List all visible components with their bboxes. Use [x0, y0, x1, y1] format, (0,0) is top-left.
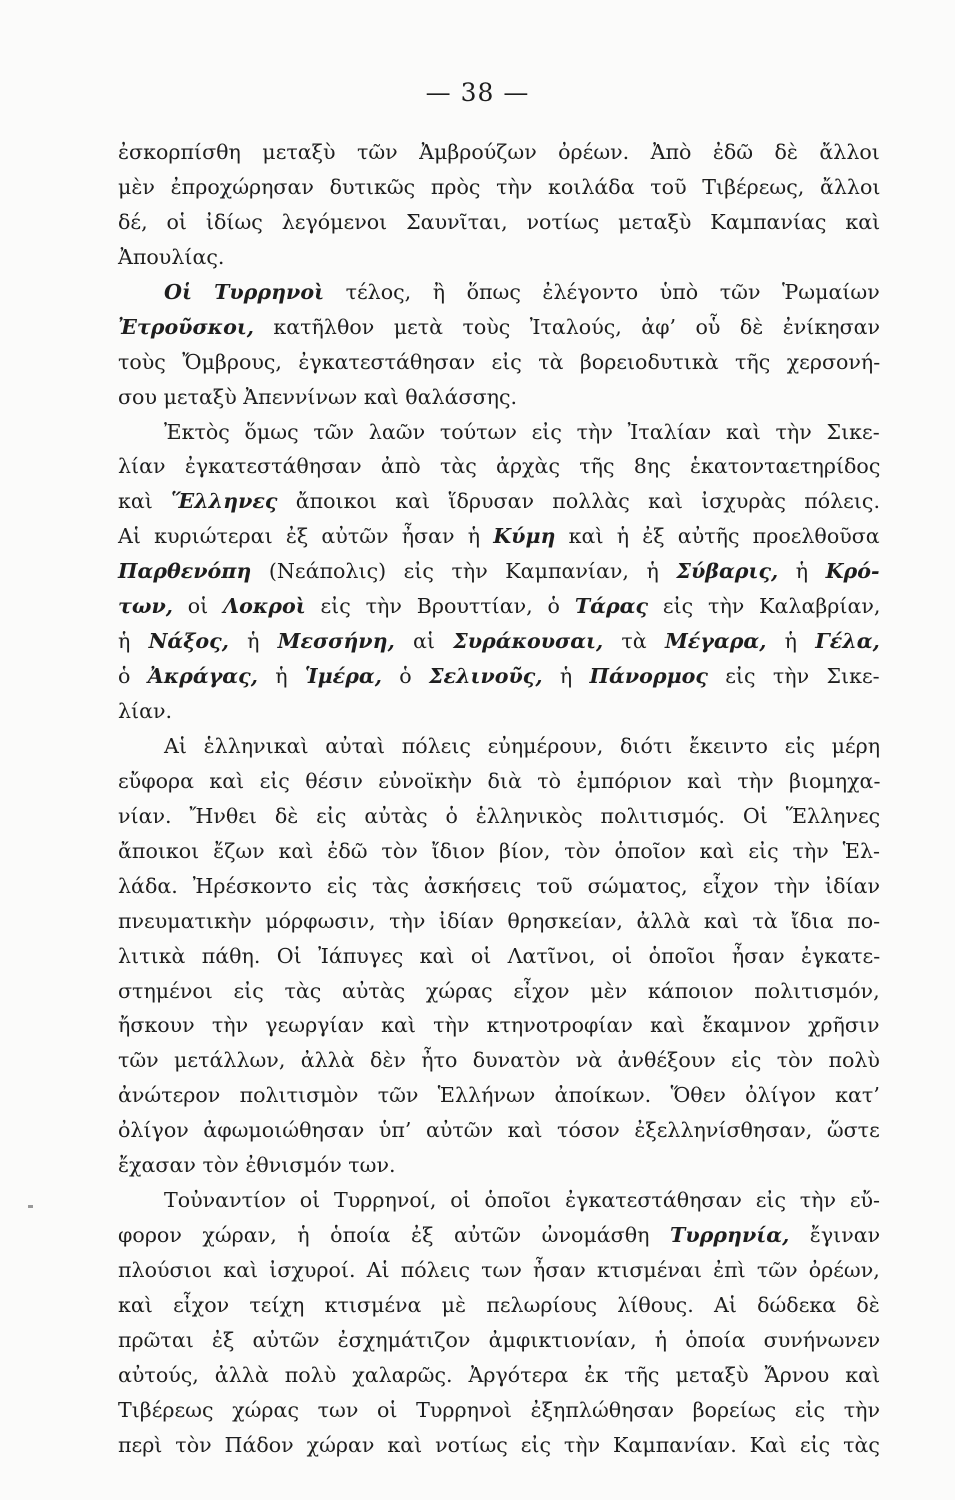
- text-run: λίαν.: [118, 699, 173, 723]
- text-run: ἔχασαν τὸν ἐθνισμόν των.: [118, 1153, 396, 1178]
- text-line: [118, 869, 880, 904]
- text-line: [118, 1148, 880, 1183]
- emphasized-name: Τυρρηνία,: [670, 1223, 790, 1248]
- text-run: Τιβέρεως χώρας των οἱ Τυρρηνοὶ ἐξηπλώθησαν βορείως εἰς τὴν: [118, 1397, 880, 1422]
- text-run: μὲν ἐπροχώρησαν δυτικῶς πρὸς τὴν κοιλάδα τοῦ Τιβέρεως, ἄλλοι: [118, 174, 881, 199]
- text-run: ἄποικοι ἔζων καὶ ἐδῶ τὸν ἴδιον βίον, τὸν ὁποῖον καὶ εἰς τὴν Ἑλ-: [118, 838, 881, 863]
- text-line: [118, 170, 880, 205]
- text-run: εὔφορα καὶ εἰς θέσιν εὐνοϊκὴν διὰ τὸ ἐμπόριον καὶ τὴν βιομηχα-: [118, 768, 881, 793]
- text-run: περὶ τὸν Πάδον χώραν καὶ νοτίως εἰς τὴν Καμπανίαν. Καὶ εἰς τὰς: [118, 1432, 880, 1457]
- text-line: [118, 834, 880, 869]
- text-run: (Νεάπολις) εἰς τὴν Καμπανίαν, ἡ: [251, 559, 677, 584]
- text-run: καὶ: [118, 489, 172, 514]
- text-line: [118, 1323, 880, 1358]
- text-line: [118, 659, 880, 694]
- text-run: λάδα. Ἠρέσκοντο εἰς τὰς ἀσκήσεις τοῦ σώματος, εἶχον τὴν ἰδίαν: [118, 873, 880, 898]
- text-run: καὶ ἡ ἐξ αὐτῆς προελθοῦσα: [555, 524, 880, 549]
- text-line: [118, 484, 880, 519]
- text-run: πλούσιοι καὶ ἰσχυροί. Αἱ πόλεις των ἦσαν κτισμέναι ἐπὶ τῶν ὀρέων,: [118, 1258, 880, 1282]
- text-run: λιτικὰ πάθη. Οἱ Ἰάπυγες καὶ οἱ Λατῖνοι, οἱ ὁποῖοι ἦσαν ἐγκατε-: [118, 943, 881, 968]
- text-run: Ἀπουλίας.: [118, 244, 225, 269]
- text-run: εἰς τὴν Σικε-: [707, 664, 880, 689]
- text-line: [118, 1288, 880, 1323]
- text-run: ἡ: [228, 629, 278, 654]
- text-run: ἄποικοι καὶ ἵδρυσαν πολλὰς καὶ ἰσχυρὰς πόλεις.: [277, 489, 881, 514]
- text-run: ἡ: [257, 664, 305, 689]
- emphasized-name: Συράκουσαι,: [453, 629, 604, 654]
- text-line: [118, 1393, 880, 1428]
- emphasized-name: Οἱ Τυρρηνοὶ: [164, 279, 325, 304]
- text-line: [118, 1078, 880, 1113]
- emphasized-name: Μεσσήνη,: [277, 629, 395, 654]
- text-line: [118, 624, 880, 659]
- text-run: ἐσκορπίσθη μεταξὺ τῶν Ἀμβρούζων ὀρέων. Ἀπὸ ἐδῶ δὲ ἄλλοι: [118, 140, 880, 164]
- text-line: [118, 1183, 880, 1218]
- text-line: [118, 415, 880, 450]
- text-run: αἱ: [394, 629, 454, 654]
- text-run: ἡ: [542, 664, 590, 689]
- text-line: [118, 380, 880, 415]
- body-text: [118, 135, 880, 1463]
- emphasized-name: Σύβαρις,: [676, 559, 779, 584]
- emphasized-name: Ἕλληνες: [171, 489, 278, 514]
- text-line: [118, 589, 880, 624]
- text-run: κατῆλθον μετὰ τοὺς Ἰταλούς, ἀφ’ οὗ δὲ ἐνίκησαν: [253, 314, 881, 339]
- text-line: [118, 205, 880, 240]
- text-line: [118, 135, 880, 170]
- text-run: Αἱ ἑλληνικαὶ αὐταὶ πόλεις εὐημέρουν, διότι ἔκειντο εἰς μέρη: [164, 733, 881, 758]
- text-line: [118, 1043, 880, 1078]
- text-run: ἀνώτερον πολιτισμὸν τῶν Ἑλλήνων ἀποίκων. Ὅθεν ὀλίγον κατ’: [118, 1083, 880, 1108]
- text-line: [118, 974, 880, 1009]
- emphasized-name: Ἱμέρα,: [304, 664, 382, 689]
- text-run: νίαν. Ἤνθει δὲ εἰς αὐτὰς ὁ ἑλληνικὸς πολιτισμός. Οἱ Ἕλληνες: [118, 803, 881, 828]
- emphasized-name: Μέγαρα,: [664, 629, 767, 654]
- text-line: [118, 729, 880, 764]
- text-run: αὐτούς, ἀλλὰ πολὺ χαλαρῶς. Ἀργότερα ἐκ τῆς μεταξὺ Ἄρνου καὶ: [118, 1362, 881, 1387]
- emphasized-name: Τάρας: [574, 594, 649, 619]
- text-run: πρῶται ἐξ αὐτῶν ἐσχημάτιζον ἀμφικτιονίαν, ἡ ὁποία συνήνωνεν: [118, 1327, 881, 1352]
- text-run: Τοὐναντίον οἱ Τυρρηνοί, οἱ ὁποῖοι ἐγκατεστάθησαν εἰς τὴν εὔ-: [164, 1188, 880, 1213]
- text-run: ἤσκουν τὴν γεωργίαν καὶ τὴν κτηνοτροφίαν καὶ ἔκαμνον χρῆσιν: [118, 1013, 880, 1038]
- text-run: στημένοι εἰς τὰς αὐτὰς χώρας εἶχον μὲν κάποιον πολιτισμόν,: [118, 978, 880, 1003]
- text-run: Ἐκτὸς ὅμως τῶν λαῶν τούτων εἰς τὴν Ἰταλίαν καὶ τὴν Σικε-: [164, 419, 880, 444]
- text-line: [118, 1428, 880, 1463]
- text-line: [118, 1113, 880, 1148]
- text-run: τῶν μετάλλων, ἀλλὰ δὲν ἦτο δυνατὸν νὰ ἀνθέξουν εἰς τὸν πολὺ: [118, 1048, 880, 1073]
- emphasized-name: Κρό-: [825, 559, 880, 584]
- text-run: ὀλίγον ἀφωμοιώθησαν ὑπ’ αὐτῶν καὶ τόσον ἐξελληνίσθησαν, ὥστε: [118, 1118, 880, 1143]
- emphasized-name: Σελινοῦς,: [429, 664, 543, 689]
- text-run: σου μεταξὺ Ἀπεννίνων καὶ θαλάσσης.: [118, 384, 518, 409]
- text-run: τοὺς Ὄμβρους, ἐγκατεστάθησαν εἰς τὰ βορειοδυτικὰ τῆς χερσονή-: [118, 349, 881, 374]
- text-run: πνευματικὴν μόρφωσιν, τὴν ἰδίαν θρησκείαν, ἀλλὰ καὶ τὰ ἴδια πο-: [118, 908, 881, 933]
- text-line: [118, 694, 880, 729]
- scan-speck: [28, 1205, 33, 1208]
- text-run: καὶ εἶχον τείχη κτισμένα μὲ πελωρίους λίθους. Αἱ δώδεκα δὲ: [118, 1292, 880, 1317]
- text-line: [118, 310, 880, 345]
- emphasized-name: Λοκροὶ: [223, 594, 306, 619]
- text-line: [118, 240, 880, 275]
- text-run: δέ, οἱ ἰδίως λεγόμενοι Σαυνῖται, νοτίως μεταξὺ Καμπανίας καὶ: [118, 209, 881, 234]
- text-run: τέλος, ἢ ὅπως ἐλέγοντο ὑπὸ τῶν Ῥωμαίων: [324, 279, 880, 304]
- emphasized-name: των,: [118, 594, 173, 619]
- emphasized-name: Πάνορμος: [589, 664, 708, 689]
- emphasized-name: Κύμη: [493, 524, 556, 549]
- text-line: [118, 345, 880, 380]
- text-run: ἡ: [766, 629, 816, 654]
- emphasized-name: Παρθενόπη: [118, 559, 252, 584]
- text-run: Αἱ κυριώτεραι ἐξ αὐτῶν ἦσαν ἡ: [118, 524, 494, 549]
- emphasized-name: Ἐτροῦσκοι,: [118, 314, 254, 339]
- text-run: ἡ: [778, 559, 826, 584]
- text-line: [118, 904, 880, 939]
- text-line: [118, 1358, 880, 1393]
- emphasized-name: Γέλα,: [815, 629, 880, 654]
- text-run: ὁ: [118, 664, 148, 689]
- emphasized-name: Νάξος,: [148, 629, 229, 654]
- text-run: ἡ: [118, 629, 149, 654]
- text-line: [118, 554, 880, 589]
- emphasized-name: Ἀκράγας,: [147, 664, 258, 689]
- text-run: λίαν ἐγκατεστάθησαν ἀπὸ τὰς ἀρχὰς τῆς 8ης ἑκατονταετηρίδος: [118, 454, 881, 479]
- text-run: οἱ: [172, 594, 224, 619]
- text-line: [118, 1008, 880, 1043]
- text-run: εἰς τὴν Καλαβρίαν,: [648, 594, 881, 619]
- text-line: [118, 764, 880, 799]
- text-run: φορον χώραν, ἡ ὁποία ἐξ αὐτῶν ὠνομάσθη: [118, 1223, 670, 1248]
- text-line: [118, 799, 880, 834]
- text-run: τὰ: [603, 629, 665, 654]
- text-run: ἔγιναν: [789, 1223, 881, 1248]
- text-line: [118, 1253, 880, 1288]
- text-line: [118, 275, 880, 310]
- text-line: [118, 939, 880, 974]
- text-line: [118, 449, 880, 484]
- page-number: — 38 —: [425, 78, 530, 107]
- text-line: [118, 1218, 880, 1253]
- text-run: εἰς τὴν Βρουττίαν, ὁ: [305, 594, 575, 619]
- text-run: ὁ: [381, 664, 429, 689]
- text-line: [118, 519, 880, 554]
